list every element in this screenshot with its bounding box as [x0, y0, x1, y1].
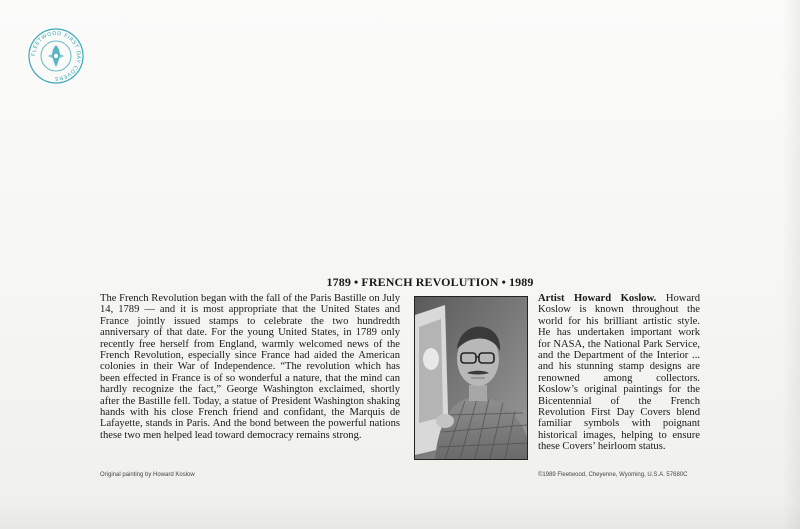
artist-bio-lead: Artist Howard Koslow.: [538, 293, 657, 304]
fleetwood-seal-icon: [26, 26, 86, 86]
history-paragraph: The French Revolution began with the fall of the Paris Bastille on July 14, 1789 — and it is most appropriate that the United States and France jointly issued stamps to celebrate the two hundredth anniversary of that date. For the young United States, in 1789 only recently free herself from England, warmly welcomed news of the French Revolution, especially since France had aided the American colonies in their War of Independence. “The revolution which has been effected in France is of so wonderful a nature, that the mind can hardly recognize the fact,” George Washington exclaimed, shortly after the Bastille fell. Today, a statue of President Washington shaking hands with his close French friend and confidant, the Marquis de Lafayette, stands in Paris. And the bond between the powerful nations these two men helped lead toward democracy remains strong.: [100, 293, 400, 441]
artist-bio: [538, 293, 700, 453]
envelope-bottom-shade: [0, 499, 800, 529]
page-title: 1789 • FRENCH REVOLUTION • 1989: [326, 275, 534, 289]
artist-bio-text: Howard Koslow is known throughout the world for his brilliant artistic style. He has undertaken important work for NASA, the National Park Service, and the Department of the Interior ... and his stunning stamp designs are renowned among collectors. Koslow’s original paintings for the Bicentennial of the French Revolution First Day Covers blend familiar symbols with poignant historical images, helping to ensure these Covers’ heirloom status.: [538, 293, 700, 453]
seal-text: FLEETWOOD FIRST DAY COVERS: [30, 30, 82, 82]
painting-credit: Original painting by Howard Koslow: [100, 472, 195, 478]
envelope-edge: [782, 0, 800, 529]
artist-photo: [414, 296, 528, 460]
copyright-notice: ©1989 Fleetwood, Cheyenne, Wyoming, U.S.A. 57680C: [538, 472, 688, 478]
